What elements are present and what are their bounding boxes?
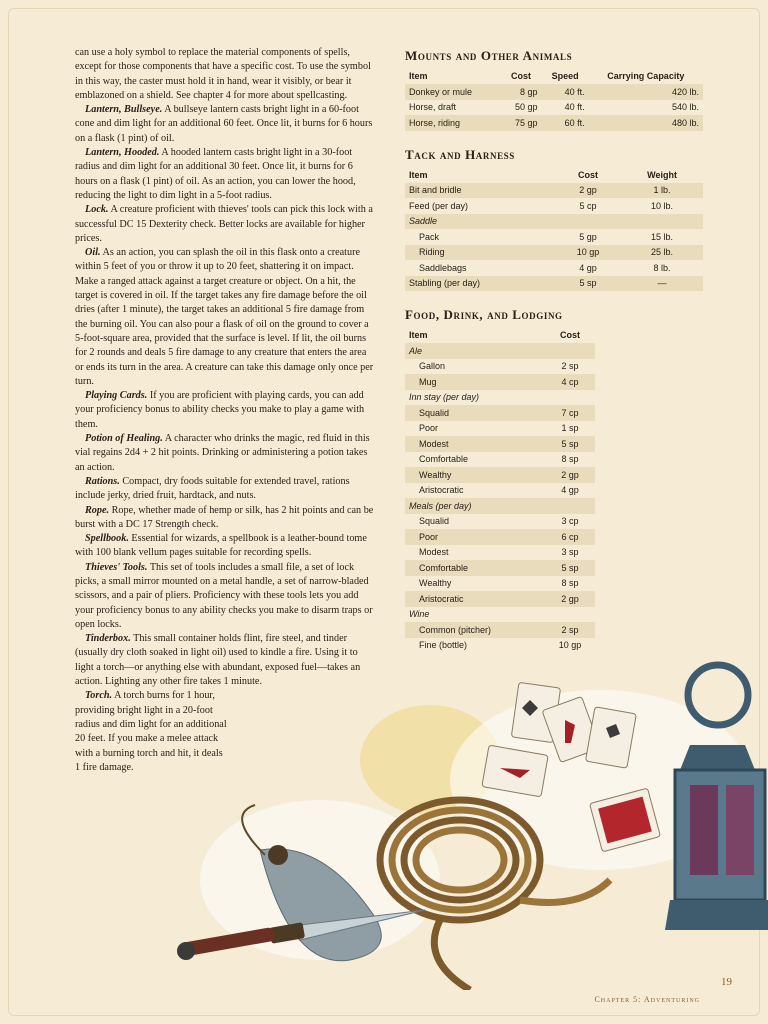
cost-cell bbox=[545, 343, 595, 359]
cost-cell bbox=[545, 498, 595, 514]
cost-cell: 2 gp bbox=[545, 591, 595, 607]
table-row bbox=[405, 260, 703, 276]
col-header-weight: Weight bbox=[647, 169, 677, 180]
weight-cell: 8 lb. bbox=[653, 262, 671, 273]
cost-cell: 8 gp bbox=[501, 84, 542, 100]
table-row bbox=[405, 115, 703, 131]
entry-body: This small container holds flint, fire steel, and tinder (usually dry cloth soaked in light oil) used to kindle a fire. Using it to light a torch—or anything else with abundant, exposed fuel—takes an action. Lighting any other fire takes 1 minute. bbox=[75, 633, 361, 688]
cost-cell: 5 sp bbox=[545, 560, 595, 576]
cost-cell bbox=[545, 390, 595, 406]
mounts-table-header bbox=[405, 68, 703, 84]
capacity-cell: 420 lb. bbox=[589, 84, 703, 100]
item-cell: Riding bbox=[405, 245, 555, 261]
item-cell: Wine bbox=[409, 609, 430, 620]
speed-cell: 40 ft. bbox=[542, 84, 589, 100]
cost-cell: 4 gp bbox=[579, 262, 597, 273]
entry-heading: Lantern, Bullseye. bbox=[85, 104, 163, 116]
item-cell: Mug bbox=[405, 374, 545, 390]
table-row bbox=[405, 276, 703, 292]
entry-body: If you are proficient with playing cards, you can add your proficiency bonus to ability checks you make to play a game with them. bbox=[75, 390, 365, 430]
table-row bbox=[405, 100, 703, 116]
speed-cell: 40 ft. bbox=[564, 102, 585, 113]
entry-heading: Potion of Healing. bbox=[85, 433, 163, 445]
item-cell: Fine (bottle) bbox=[419, 640, 468, 651]
cost-cell: 2 sp bbox=[545, 622, 595, 638]
table-row bbox=[405, 622, 595, 638]
cost-cell: 5 sp bbox=[555, 276, 621, 292]
item-cell: Meals (per day) bbox=[405, 498, 545, 514]
cost-cell: 3 cp bbox=[561, 516, 579, 527]
weight-cell: 25 lb. bbox=[621, 245, 703, 261]
adventuring-gear-illustration bbox=[170, 650, 768, 990]
tack-table-title: Tack and Harness bbox=[405, 146, 515, 162]
page-number: 19 bbox=[721, 976, 732, 988]
item-cell: Inn stay (per day) bbox=[409, 392, 480, 403]
entry-body: A hooded lantern casts bright light in a 30-foot radius and dim light for an additional 30 feet. Once lit, it burns for 6 hours on a flask (1 pint) of oil. As an action, you can lower the hood, reducing the light to dim light in a 5-foot radius. bbox=[75, 147, 356, 201]
cost-cell: 4 gp bbox=[561, 485, 579, 496]
paragraph bbox=[75, 203, 375, 246]
table-row bbox=[405, 405, 595, 421]
cost-cell: 8 sp bbox=[561, 578, 579, 589]
table-row bbox=[405, 514, 595, 530]
entry-body: A bullseye lantern casts bright light in a 60-foot cone and dim light for an additional 60 feet. Once lit, it burns for 6 hours on a flask (1 pint) of oil. bbox=[75, 104, 373, 144]
paragraph bbox=[75, 389, 375, 432]
item-cell: Saddle bbox=[405, 214, 555, 230]
paragraph bbox=[75, 532, 375, 561]
weight-cell: 1 lb. bbox=[621, 183, 703, 199]
cost-cell: 75 gp bbox=[501, 115, 542, 131]
entry-body: can use a holy symbol to replace the material components of spells, except for those components that have a specific cost. To use the symbol in this way, the caster must hold it in hand, wear it visibly, or bear it emblazoned on a shield. See chapter 4 for more about spellcasting. bbox=[75, 47, 371, 101]
item-cell: Aristocratic bbox=[419, 485, 464, 496]
paragraph bbox=[75, 103, 375, 146]
entry-body: Rope, whether made of hemp or silk, has 2 hit points and can be burst with a DC 17 Strength check. bbox=[75, 504, 374, 530]
table-row bbox=[405, 229, 703, 245]
capacity-cell: 480 lb. bbox=[589, 115, 703, 131]
paragraph bbox=[75, 561, 375, 632]
table-row bbox=[405, 576, 595, 592]
table-row bbox=[405, 607, 595, 623]
item-cell: Wealthy bbox=[419, 578, 452, 589]
speed-cell: 60 ft. bbox=[542, 115, 589, 131]
table-row bbox=[405, 374, 595, 390]
cost-cell: 8 sp bbox=[561, 454, 579, 465]
cost-cell: 7 cp bbox=[545, 405, 595, 421]
entry-body: A torch burns for 1 hour, providing bright light in a 20-foot radius and dim light for an additional 20 feet. If you make a melee attack with a burning torch and hit, it deals 1 fire damage. bbox=[75, 690, 227, 773]
table-row bbox=[405, 343, 595, 359]
item-cell: Aristocratic bbox=[405, 591, 545, 607]
col-header-cost: Cost bbox=[560, 330, 580, 340]
entry-body: A creature proficient with thieves' tools can pick this lock with a successful DC 15 Dexterity check. Better locks are available for higher prices. bbox=[75, 204, 373, 244]
item-cell: Donkey or mule bbox=[405, 84, 501, 100]
entry-body: Essential for wizards, a spellbook is a leather-bound tome with 100 blank vellum pages suitable for recording spells. bbox=[75, 533, 367, 559]
table-row bbox=[405, 198, 703, 214]
cost-cell: 5 gp bbox=[579, 231, 597, 242]
item-cell: Feed (per day) bbox=[409, 200, 469, 211]
col-header-cost: Cost bbox=[578, 169, 599, 180]
tack-table-header bbox=[405, 167, 703, 183]
weight-cell: 10 lb. bbox=[651, 200, 674, 211]
col-header-item: Item bbox=[409, 169, 428, 180]
item-cell: Gallon bbox=[419, 361, 446, 372]
table-row bbox=[405, 591, 595, 607]
cost-cell: 3 sp bbox=[561, 547, 579, 558]
col-header-capacity: Carrying Capacity bbox=[607, 71, 685, 81]
item-cell: Saddlebags bbox=[419, 262, 467, 273]
col-header-speed: Speed bbox=[551, 71, 579, 81]
entry-heading: Lantern, Hooded. bbox=[85, 147, 160, 159]
col-header-item: Item bbox=[409, 330, 428, 340]
table-row bbox=[405, 421, 595, 437]
item-cell: Squalid bbox=[405, 405, 545, 421]
table-row bbox=[405, 183, 703, 199]
cost-cell: 2 gp bbox=[555, 183, 621, 199]
entry-heading: Torch. bbox=[85, 690, 113, 702]
item-cell: Common (pitcher) bbox=[405, 622, 545, 638]
cost-cell: 2 gp bbox=[545, 467, 595, 483]
food-table-header bbox=[405, 327, 595, 343]
item-cell: Horse, draft bbox=[409, 102, 457, 113]
cost-cell: 1 sp bbox=[561, 423, 579, 434]
entry-heading: Rations. bbox=[85, 475, 120, 487]
item-cell: Comfortable bbox=[419, 454, 469, 465]
item-cell: Wealthy bbox=[405, 467, 545, 483]
cost-cell: 5 sp bbox=[545, 436, 595, 452]
entry-heading: Lock. bbox=[85, 204, 109, 216]
table-row bbox=[405, 245, 703, 261]
table-row bbox=[405, 436, 595, 452]
paragraph bbox=[75, 146, 375, 203]
table-row bbox=[405, 214, 703, 230]
cost-cell: 2 sp bbox=[561, 361, 579, 372]
item-cell: Pack bbox=[419, 231, 440, 242]
cost-cell: 5 cp bbox=[579, 200, 597, 211]
cost-cell: 6 cp bbox=[545, 529, 595, 545]
item-cell: Stabling (per day) bbox=[405, 276, 555, 292]
table-row bbox=[405, 452, 595, 468]
capacity-cell: 540 lb. bbox=[671, 102, 699, 113]
entry-heading: Spellbook. bbox=[85, 533, 129, 545]
entry-body: This set of tools includes a small file, a set of lock picks, a small mirror mounted on a metal handle, a set of narrow-bladed scissors, and a pair of pliers. Proficiency with these tools lets you add your proficiency bonus to any ability checks you make to disarm traps or open locks. bbox=[75, 561, 373, 630]
item-cell: Comfortable bbox=[405, 560, 545, 576]
mounts-table-title: Mounts and Other Animals bbox=[405, 48, 573, 63]
item-cell: Poor bbox=[419, 423, 439, 434]
table-row bbox=[405, 467, 595, 483]
entry-heading: Rope. bbox=[85, 504, 110, 516]
entry-body: Compact, dry foods suitable for extended travel, rations include jerky, dried fruit, hardtack, and nuts. bbox=[75, 475, 350, 502]
table-row bbox=[405, 84, 703, 100]
cost-cell: 10 gp bbox=[558, 640, 582, 651]
table-row bbox=[405, 545, 595, 561]
table-row bbox=[405, 560, 595, 576]
table-row bbox=[405, 498, 595, 514]
weight-cell bbox=[621, 214, 703, 230]
cost-cell bbox=[545, 607, 595, 623]
entry-body: A character who drinks the magic, red fluid in this vial regains 2d4 + 2 hit points. Drinking or administering a potion takes an action. bbox=[75, 433, 370, 473]
paragraph bbox=[75, 46, 375, 103]
item-cell: Ale bbox=[405, 343, 545, 359]
entry-body: As an action, you can splash the oil in this flask onto a creature within 5 feet of you or throw it up to 20 feet, shattering it on impact. Make a ranged attack against a target creature or object. On a hit, the target is covered in oil. If the target takes any fire damage before the oil dries (after 1 minute), the target takes an additional 5 fire damage from the burning oil. You can also pour a flask of oil on the ground to cover a 5-foot-square area, provided that the surface is level. If lit, the oil burns for 2 rounds and deals 5 fire damage to any creature that enters the area or ends its turn in the area. A creature can take this damage only once per turn. bbox=[75, 247, 374, 387]
cost-cell: 4 cp bbox=[545, 374, 595, 390]
table-row bbox=[405, 390, 595, 406]
weight-cell: — bbox=[621, 276, 703, 292]
table-row bbox=[405, 359, 595, 375]
col-header-item: Item bbox=[409, 71, 428, 81]
entry-heading: Thieves' Tools. bbox=[85, 561, 148, 573]
paragraph bbox=[75, 246, 375, 389]
entry-heading: Playing Cards. bbox=[85, 390, 148, 402]
food-table-title: Food, Drink, and Lodging bbox=[405, 307, 563, 322]
item-cell: Horse, riding bbox=[405, 115, 501, 131]
right-tables-column bbox=[405, 48, 703, 653]
col-header-cost: Cost bbox=[511, 71, 532, 81]
item-cell: Squalid bbox=[419, 516, 450, 527]
table-row bbox=[405, 483, 595, 499]
tack-table bbox=[405, 167, 703, 292]
cost-cell bbox=[555, 214, 621, 230]
chapter-footer: Chapter 5: Adventuring bbox=[594, 995, 700, 1004]
item-cell: Modest bbox=[419, 547, 449, 558]
item-cell: Poor bbox=[405, 529, 545, 545]
paragraph bbox=[75, 504, 375, 533]
table-row bbox=[405, 529, 595, 545]
cost-cell: 10 gp bbox=[555, 245, 621, 261]
entry-heading: Tinderbox. bbox=[85, 633, 131, 645]
cost-cell: 50 gp bbox=[515, 102, 538, 113]
weight-cell: 15 lb. bbox=[651, 231, 674, 242]
item-cell: Modest bbox=[405, 436, 545, 452]
food-table bbox=[405, 327, 595, 653]
paragraph bbox=[75, 475, 375, 504]
entry-heading: Oil. bbox=[85, 247, 101, 259]
item-cell: Bit and bridle bbox=[405, 183, 555, 199]
mounts-table bbox=[405, 68, 703, 131]
paragraph bbox=[75, 432, 375, 475]
